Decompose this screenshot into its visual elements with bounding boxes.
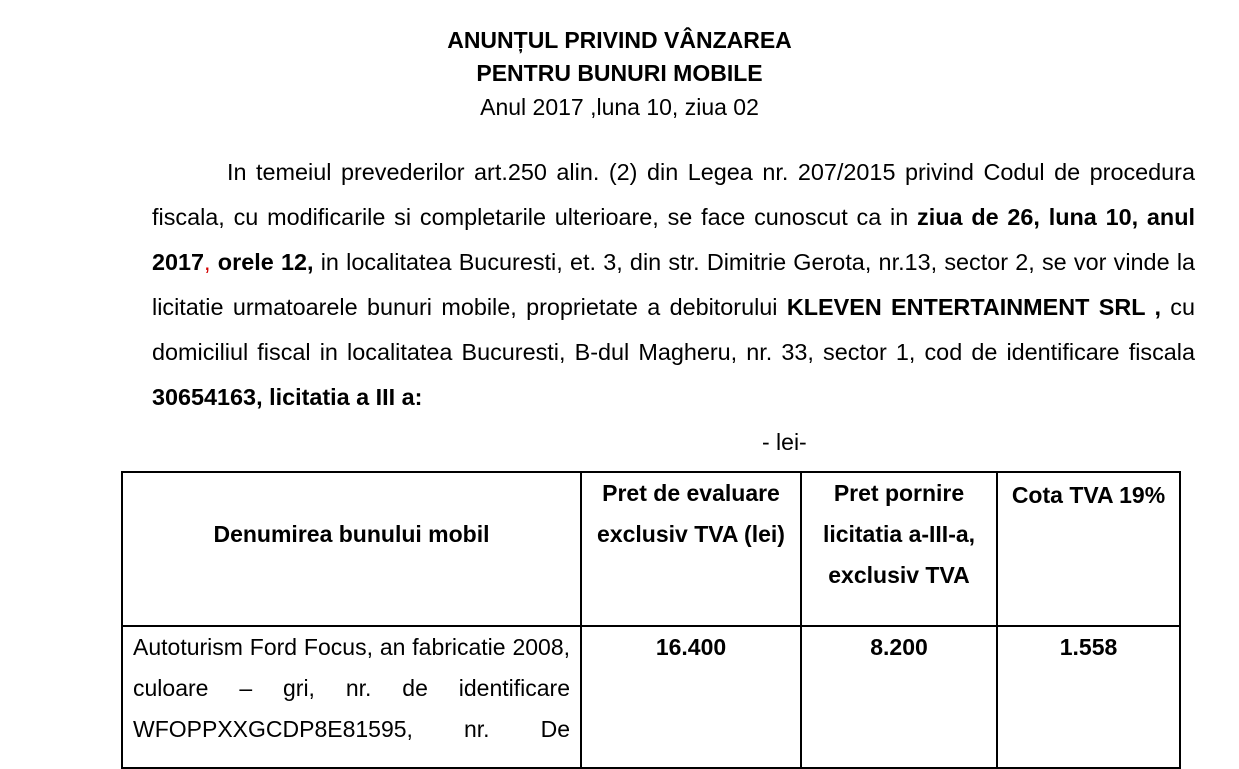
header-evaluation-price: Pret de evaluare exclusiv TVA (lei) [581, 472, 801, 626]
currency-note: - lei- [762, 429, 807, 455]
item-vat: 1.558 [997, 626, 1180, 768]
location-text: in localitatea Bucuresti, et. 3, din str. Dimitrie Gerota, nr.13, sector 2, se vor vinde la licitatie urmatoarele bunuri mobile, proprietate a debitorului [152, 249, 1196, 320]
document-title-line1: ANUNȚUL PRIVIND VÂNZAREA [447, 27, 792, 53]
domicile-text: cu domiciliul fiscal in localitatea Bucuresti, B-dul Magheru, nr. 33, sector 1, cod de identificare fiscala [152, 294, 1195, 365]
auction-date: ziua de 26, luna 10, anul 2017 [152, 204, 1196, 275]
announcement-date: Anul 2017 ,luna 10, ziua 02 [480, 94, 759, 120]
intro-text: In temeiul prevederilor art.250 alin. (2) din Legea nr. 207/2015 privind Codul de procedura fiscala, cu modificarile si completarile ulterioare, se face cunoscut ca in [152, 159, 1195, 230]
auction-time: orele 12, [217, 249, 314, 275]
item-description: Autoturism Ford Focus, an fabricatie 2008, culoare – gri, nr. de identificare WFOPPXXGCDP8E81595, nr. De [122, 626, 581, 768]
table-row [122, 626, 1180, 768]
header-starting-price: Pret pornire licitatia a-III-a, exclusiv TVA [801, 472, 997, 626]
header-vat: Cota TVA 19% [997, 472, 1180, 626]
fiscal-code-and-round: 30654163, licitatia a III a: [152, 384, 423, 410]
item-starting-price: 8.200 [801, 626, 997, 768]
item-evaluation-price: 16.400 [581, 626, 801, 768]
separator-comma: , [204, 249, 211, 275]
debtor-name: KLEVEN ENTERTAINMENT SRL , [786, 294, 1161, 320]
goods-table [121, 471, 1181, 769]
announcement-paragraph [152, 150, 1195, 420]
document-title-line2: PENTRU BUNURI MOBILE [476, 60, 763, 86]
table-header-row [122, 472, 1180, 626]
header-item-name: Denumirea bunului mobil [122, 472, 581, 626]
